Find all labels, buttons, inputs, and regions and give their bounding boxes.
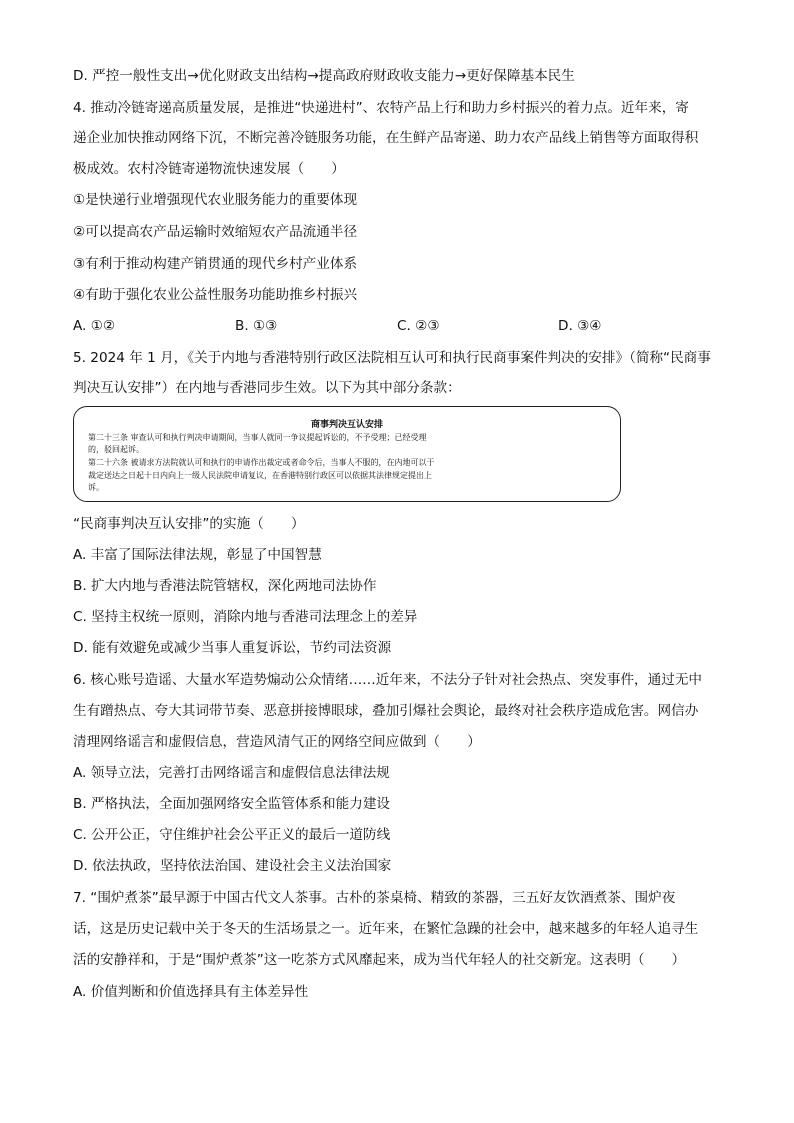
excerpt-line: 裁定送达之日起十日内向上一级人民法院申请复议，在香港特别行政区可以依据其法律规定提出上 bbox=[88, 471, 432, 480]
q5-stem-line-1: 5. 2024 年 1 月，《关于内地与香港特别行政区法院相互认可和执行民商事案件判决的安排》（简称“民商事 bbox=[73, 350, 711, 366]
q4-statement-3: ③有利于推动构建产销贯通的现代乡村产业体系 bbox=[73, 256, 358, 272]
q6-option-c: C. 公开公正，守住维护社会公平正义的最后一道防线 bbox=[73, 827, 391, 843]
q4-stem-line-3: 极成效。农村冷链寄递物流快速发展（ ） bbox=[73, 161, 345, 177]
q3-option-d: D. 严控一般性支出→优化财政支出结构→提高政府财政收支能力→更好保障基本民生 bbox=[73, 68, 575, 84]
q6-option-b: B. 严格执法，全面加强网络安全监管体系和能力建设 bbox=[73, 796, 391, 812]
q7-stem-line-3: 活的安静祥和，于是“围炉煮茶”这一吃茶方式风靡起来，成为当代年轻人的社交新宠。这表明（ ） bbox=[73, 952, 686, 968]
excerpt-line: 的，驳回起诉。 bbox=[88, 445, 144, 454]
excerpt-box bbox=[73, 406, 621, 502]
excerpt-line: 第二十三条 审查认可和执行判决申请期间，当事人就同一争议提起诉讼的，不予受理；已经受理 bbox=[88, 433, 427, 442]
q4-option-d: D. ③④ bbox=[558, 318, 602, 334]
q4-option-c: C. ②③ bbox=[397, 318, 440, 334]
q5-option-b: B. 扩大内地与香港法院管辖权，深化两地司法协作 bbox=[73, 578, 377, 594]
q5-prompt: “民商事判决互认安排”的实施（ ） bbox=[73, 516, 305, 532]
q4-stem-line-2: 递企业加快推动网络下沉，不断完善冷链服务功能，在生鲜产品寄递、助力农产品线上销售等方面取得积 bbox=[73, 130, 699, 146]
q6-stem-line-2: 生有蹭热点、夸大其词带节奏、恶意拼接博眼球，叠加引爆社会舆论，最终对社会秩序造成危害。网信办 bbox=[73, 703, 699, 719]
q4-stem-line-1: 4. 推动冷链寄递高质量发展，是推进“快递进村”、农特产品上行和助力乡村振兴的着力点。近年来，寄 bbox=[73, 100, 689, 116]
q7-stem-line-1: 7. “围炉煮茶”最早源于中国古代文人茶事。古朴的茶桌椅、精致的茶器，三五好友饮酒煮茶、围炉夜 bbox=[73, 890, 676, 906]
excerpt-title: 商事判决互认安排 bbox=[310, 420, 383, 430]
q5-stem-line-2: 判决互认安排”）在内地与香港同步生效。以下为其中部分条款： bbox=[73, 380, 461, 396]
q5-option-a: A. 丰富了国际法律法规，彰显了中国智慧 bbox=[73, 547, 322, 563]
q4-statement-1: ①是快递行业增强现代农业服务能力的重要体现 bbox=[73, 192, 358, 208]
q4-option-b: B. ①③ bbox=[235, 318, 278, 334]
q5-option-c: C. 坚持主权统一原则，消除内地与香港司法理念上的差异 bbox=[73, 609, 418, 625]
q6-stem-line-3: 清理网络谣言和虚假信息，营造风清气正的网络空间应做到（ ） bbox=[73, 734, 481, 750]
q4-statement-2: ②可以提高农产品运输时效缩短农产品流通半径 bbox=[73, 224, 358, 240]
q4-statement-4: ④有助于强化农业公益性服务功能助推乡村振兴 bbox=[73, 287, 358, 303]
q6-option-a: A. 领导立法，完善打击网络谣言和虚假信息法律法规 bbox=[73, 765, 390, 781]
q4-option-a: A. ①② bbox=[73, 318, 116, 334]
excerpt-line: 诉。 bbox=[88, 483, 104, 492]
excerpt-line: 第二十六条 被请求方法院就认可和执行的申请作出裁定或者命令后，当事人不服的，在内地可以于 bbox=[88, 458, 435, 467]
q7-stem-line-2: 话，这是历史记载中关于冬天的生活场景之一。近年来，在繁忙急躁的社会中，越来越多的年轻人追寻生 bbox=[73, 921, 699, 937]
q7-option-a: A. 价值判断和价值选择具有主体差异性 bbox=[73, 984, 309, 1000]
q5-option-d: D. 能有效避免或减少当事人重复诉讼，节约司法资源 bbox=[73, 640, 392, 656]
q6-option-d: D. 依法执政，坚持依法治国、建设社会主义法治国家 bbox=[73, 858, 392, 874]
q6-stem-line-1: 6. 核心账号造谣、大量水军造势煽动公众情绪……近年来，不法分子针对社会热点、突发事件，通过无中 bbox=[73, 672, 703, 688]
